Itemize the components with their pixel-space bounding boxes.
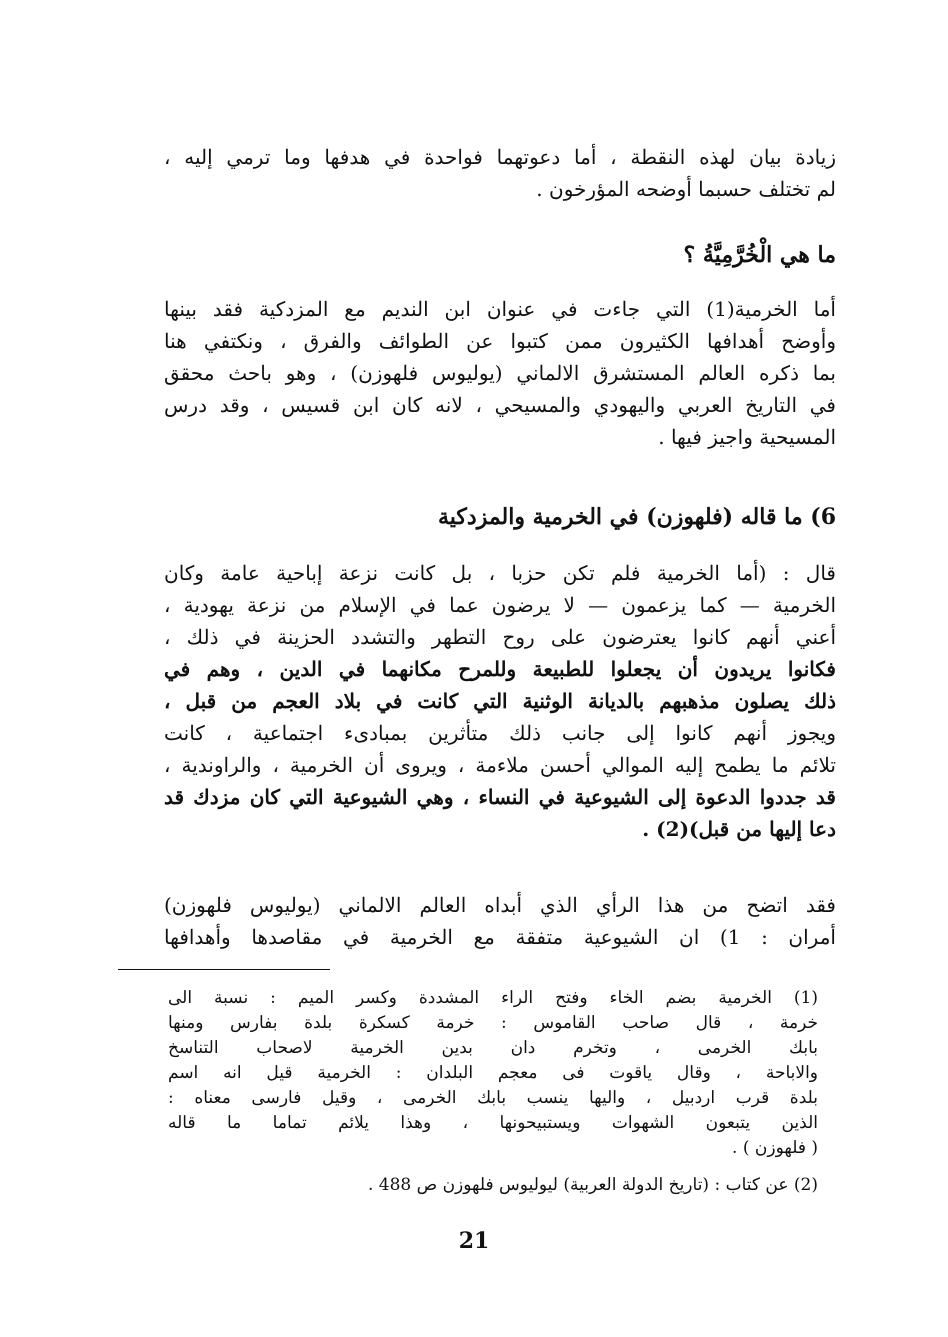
footnote-1-line-6: الذين يتبعون الشهوات ويستبيحونها ، وهذا يلائم تماما ما قاله [168, 1113, 818, 1133]
conclusion-line-1: فقد اتضح من هذا الرأي الذي أبداه العالم الالماني (يوليوس فلهوزن) [164, 893, 836, 917]
footnote-1-line-7: ( فلهوزن ) . [732, 1138, 818, 1158]
khurramiya-line-4: في التاريخ العربي واليهودي والمسيحي ، لانه كان ابن قسيس ، وقد درس [164, 393, 836, 417]
quote-line-2: الخرمية — كما يزعمون — لا يرضون عما في الإسلام من نزعة يهودية ، [164, 593, 836, 617]
footnote-1-line-3: بابك الخرمى ، وتخرم دان بدين الخرمية لاصحاب التناسخ [168, 1038, 818, 1058]
intro-paragraph [164, 141, 836, 205]
quote-line-1: قال : (أما الخرمية فلم تكن حزبا ، بل كانت نزعة إباحية عامة وكان [164, 561, 836, 585]
footnote-2: (2) عن كتاب : (تاريخ الدولة العربية) ليوليوس فلهوزن ص 488 . [367, 1175, 818, 1195]
khurramiya-line-3: بما ذكره العالم المستشرق الالماني (يوليوس فلهوزن) ، وهو باحث محقق [164, 361, 836, 385]
khurramiya-line-2: وأوضح أهدافها الكثيرون ممن كتبوا عن الطوائف والفرق ، ونكتفي هنا [164, 329, 836, 353]
conclusion-paragraph [164, 889, 836, 953]
quote-line-8: قد جددوا الدعوة إلى الشيوعية في النساء ، وهي الشيوعية التي كان مزدك قد [164, 785, 836, 809]
quote-line-3: أعني أنهم كانوا يعترضون على روح التطهر والتشدد الحزينة في ذلك ، [164, 625, 836, 649]
footnote-divider [118, 969, 330, 970]
heading-section-6: 6) ما قاله (فلهوزن) في الخرمية والمزدكية [437, 504, 836, 530]
heading-khurramiya: ما هي الْخُرَّمِيَّةُ ؟ [683, 242, 836, 268]
quote-line-4: فكانوا يريدون أن يجعلوا للطبيعة وللمرح مكانهما في الدين ، وهم في [164, 657, 836, 681]
quote-line-9: دعا إليها من قبل)(2) . [642, 817, 836, 841]
quote-line-6: ويجوز أنهم كانوا إلى جانب ذلك متأثرين بمبادىء اجتماعية ، كانت [164, 721, 836, 745]
khurramiya-line-5: المسيحية واجيز فيها . [658, 425, 836, 449]
footnote-1-line-4: والاباحة ، وقال ياقوت فى معجم البلدان : الخرمية قيل انه اسم [168, 1063, 818, 1083]
intro-line-2: لم تختلف حسبما أوضحه المؤرخون . [536, 177, 836, 201]
page-number: 21 [458, 1228, 490, 1254]
wellhausen-quote [164, 557, 836, 845]
footnote-1 [168, 986, 818, 1161]
footnote-1-line-1: (1) الخرمية بضم الخاء وفتح الراء المشددة وكسر الميم : نسبة الى [168, 988, 818, 1008]
khurramiya-line-1: أما الخرمية(1) التي جاءت في عنوان ابن النديم مع المزدكية فقد بينها [164, 297, 836, 321]
intro-line-1: زيادة بيان لهذه النقطة ، أما دعوتهما فواحدة في هدفها وما ترمي إليه ، [164, 145, 836, 169]
quote-line-7: تلائم ما يطمح إليه الموالي أحسن ملاءمة ، ويروى أن الخرمية ، والراوندية ، [164, 753, 836, 777]
footnote-1-line-2: خرمة ، قال صاحب القاموس : خرمة كسكرة بلدة بفارس ومنها [168, 1013, 818, 1033]
conclusion-line-2: أمران : 1) ان الشيوعية متفقة مع الخرمية في مقاصدها وأهدافها [164, 925, 836, 949]
footnote-1-line-5: بلدة قرب اردبيل ، واليها ينسب بابك الخرمى ، وقيل فارسى معناه : [168, 1088, 818, 1108]
khurramiya-paragraph [164, 293, 836, 453]
quote-line-5: ذلك يصلون مذهبهم بالديانة الوثنية التي كانت في بلاد العجم من قبل ، [164, 689, 836, 713]
